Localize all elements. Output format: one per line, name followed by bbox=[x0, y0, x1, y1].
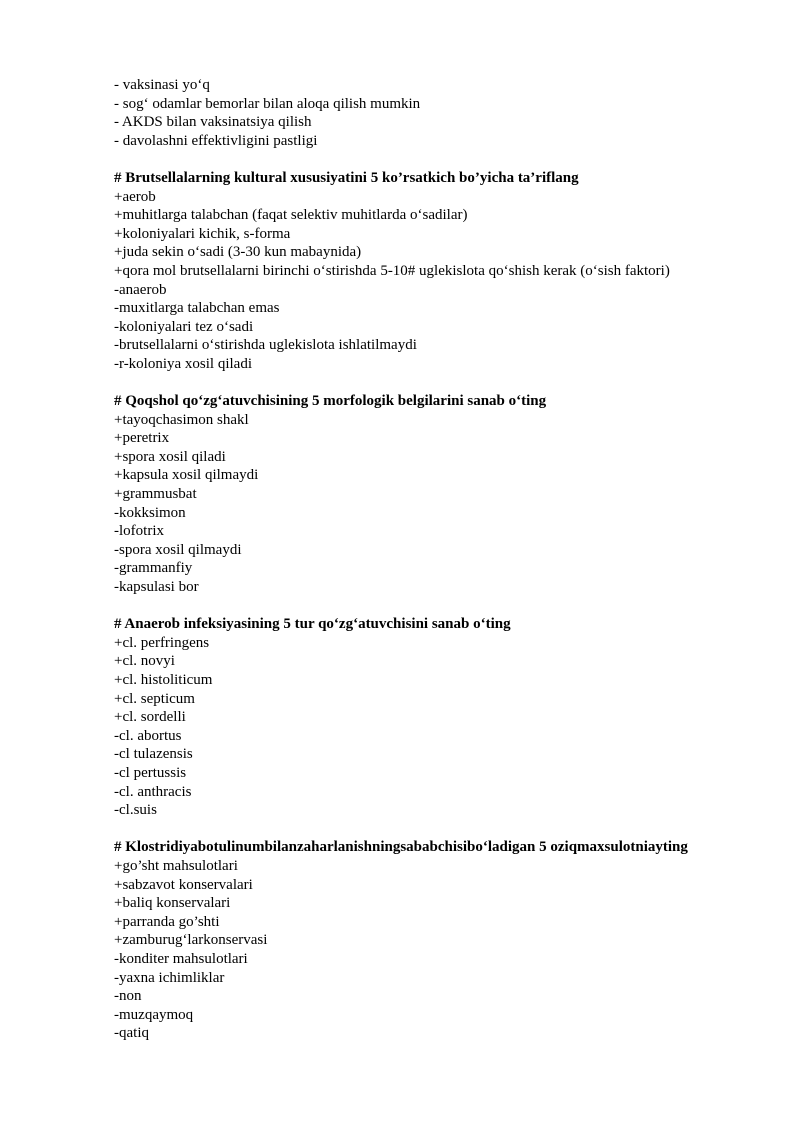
spacer bbox=[114, 820, 774, 839]
answer-option: -kapsulasi bor bbox=[114, 579, 199, 596]
question-block bbox=[114, 838, 774, 1043]
answer-option: -lofotrix bbox=[114, 523, 164, 540]
answer-option: -spora xosil qilmaydi bbox=[114, 541, 242, 558]
answer-option: -cl pertussis bbox=[114, 764, 187, 781]
answer-option: +peretrix bbox=[114, 430, 170, 447]
answer-option: -muzqaymoq bbox=[114, 1006, 194, 1023]
answer-option: +go’sht mahsulotlari bbox=[114, 857, 238, 874]
question-title: # Qoqshol qo‘zg‘atuvchisining 5 morfologik belgilarini sanab o‘ting bbox=[114, 393, 547, 410]
answer-option: +muhitlarga talabchan (faqat selektiv muhitlarda o‘sadilar) bbox=[114, 207, 468, 224]
question-block bbox=[114, 169, 774, 374]
document-page bbox=[114, 76, 774, 1043]
intro-line: - AKDS bilan vaksinatsiya qilish bbox=[114, 114, 312, 131]
spacer bbox=[114, 374, 774, 393]
spacer bbox=[114, 597, 774, 616]
answer-option: +cl. novyi bbox=[114, 653, 175, 670]
answer-option: +qora mol brutsellalarni birinchi o‘stirishda 5-10# uglekislota qo‘shish kerak (o‘sish faktori) bbox=[114, 262, 670, 279]
answer-option: +cl. sordelli bbox=[114, 709, 186, 726]
answer-option: -grammanfiy bbox=[114, 560, 193, 577]
answer-option: -konditer mahsulotlari bbox=[114, 950, 248, 967]
answer-option: -cl.suis bbox=[114, 802, 157, 819]
answer-option: -cl. abortus bbox=[114, 727, 182, 744]
answer-option: +sabzavot konservalari bbox=[114, 876, 253, 893]
answer-option: -non bbox=[114, 988, 142, 1005]
answer-option: +juda sekin o‘sadi (3-30 kun mabaynida) bbox=[114, 244, 362, 261]
answer-option: -cl tulazensis bbox=[114, 746, 193, 763]
answer-option: -muxitlarga talabchan emas bbox=[114, 300, 280, 317]
question-title: # Brutsellalarning kultural xususiyatini 5 ko’rsatkich bo’yicha ta’riflang bbox=[114, 169, 579, 186]
spacer bbox=[114, 150, 774, 169]
intro-line: - davolashni effektivligini pastligi bbox=[114, 132, 318, 149]
answer-option: +aerob bbox=[114, 188, 156, 205]
answer-option: -brutsellalarni o‘stirishda uglekislota ishlatilmaydi bbox=[114, 337, 417, 354]
answer-option: -anaerob bbox=[114, 281, 167, 298]
answer-option: +spora xosil qiladi bbox=[114, 448, 226, 465]
answer-option: -yaxna ichimliklar bbox=[114, 969, 225, 986]
intro-block bbox=[114, 76, 774, 150]
answer-option: +cl. septicum bbox=[114, 690, 195, 707]
question-block bbox=[114, 392, 774, 597]
answer-option: +zamburug‘larkonservasi bbox=[114, 932, 268, 949]
answer-option: +cl. perfringens bbox=[114, 634, 210, 651]
answer-option: +kapsula xosil qilmaydi bbox=[114, 467, 259, 484]
question-block bbox=[114, 615, 774, 820]
answer-option: -kokksimon bbox=[114, 504, 186, 521]
question-title: # Klostridiyabotulinumbilanzaharlanishningsababchisibo‘ladigan 5 oziqmaxsulotniayting bbox=[114, 839, 688, 856]
intro-line: - sog‘ odamlar bemorlar bilan aloqa qilish mumkin bbox=[114, 95, 421, 112]
answer-option: +cl. histoliticum bbox=[114, 672, 213, 688]
answer-option: -r-koloniya xosil qiladi bbox=[114, 355, 253, 372]
answer-option: -qatiq bbox=[114, 1025, 149, 1042]
question-title: # Anaerob infeksiyasining 5 tur qo‘zg‘atuvchisini sanab o‘ting bbox=[114, 616, 511, 633]
answer-option: +baliq konservalari bbox=[114, 895, 231, 912]
intro-line: - vaksinasi yo‘q bbox=[114, 77, 210, 93]
answer-option: +parranda go’shti bbox=[114, 913, 220, 930]
answer-option: -koloniyalari tez o‘sadi bbox=[114, 318, 254, 335]
answer-option: -cl. anthracis bbox=[114, 783, 192, 800]
answer-option: +koloniyalari kichik, s-forma bbox=[114, 225, 291, 242]
answer-option: +tayoqchasimon shakl bbox=[114, 411, 249, 428]
answer-option: +grammusbat bbox=[114, 486, 197, 503]
